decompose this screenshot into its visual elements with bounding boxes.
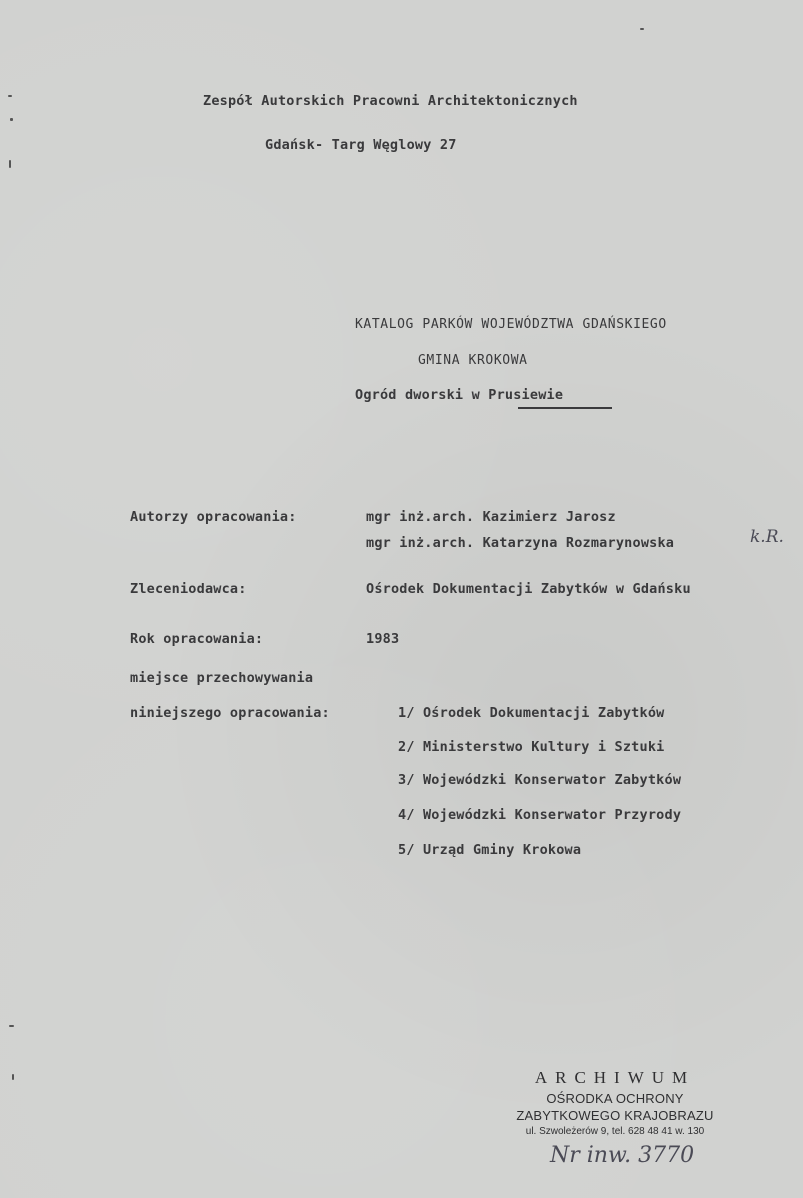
organization-name: Zespół Autorskich Pracowni Architektonicznych [203,93,578,109]
archive-stamp [515,1068,715,1140]
handwritten-inventory-number: Nr inw. 3770 [550,1143,695,1168]
garden-place-name: Prusiewie [488,387,564,403]
author-1: mgr inż.arch. Kazimierz Jarosz [366,509,616,525]
stamp-line-2: OŚRODKA OCHRONY [546,1091,684,1106]
storage-item-1: 1/ Ośrodek Dokumentacji Zabytków [398,705,665,721]
place-underline [518,407,612,409]
storage-item-4: 4/ Wojewódzki Konserwator Przyrody [398,807,682,823]
stamp-address: ul. Szwoleżerów 9, tel. 628 48 41 w. 130 [525,1126,705,1137]
margin-mark [10,118,13,121]
margin-mark [640,28,644,30]
stamp-archive-title: ARCHIWUM [534,1068,696,1087]
margin-mark [8,95,12,97]
client-value: Ośrodek Dokumentacji Zabytków w Gdańsku [366,581,691,597]
storage-item-3: 3/ Wojewódzki Konserwator Zabytków [398,772,682,788]
margin-mark [12,1074,14,1080]
organization-address: Gdańsk- Targ Węglowy 27 [265,137,457,153]
garden-title-prefix: Ogród dworski w [355,387,489,403]
authors-label: Autorzy opracowania: [130,509,297,525]
storage-label-line2: niniejszego opracowania: [130,705,330,721]
storage-item-2: 2/ Ministerstwo Kultury i Sztuki [398,739,665,755]
year-value: 1983 [366,631,400,647]
garden-title [355,387,563,403]
margin-mark [9,1025,14,1027]
author-2: mgr inż.arch. Katarzyna Rozmarynowska [366,535,675,551]
margin-mark [9,160,11,168]
handwritten-initials: k.R. [750,527,784,547]
storage-item-5: 5/ Urząd Gminy Krokowa [398,842,582,858]
storage-label-line1: miejsce przechowywania [130,670,314,686]
stamp-line-3: ZABYTKOWEGO KRAJOBRAZU [516,1108,714,1123]
year-label: Rok opracowania: [130,631,264,647]
client-label: Zleceniodawca: [130,581,247,597]
municipality-title: GMINA KROKOWA [418,353,528,368]
catalog-title: KATALOG PARKÓW WOJEWÓDZTWA GDAŃSKIEGO [355,317,667,332]
